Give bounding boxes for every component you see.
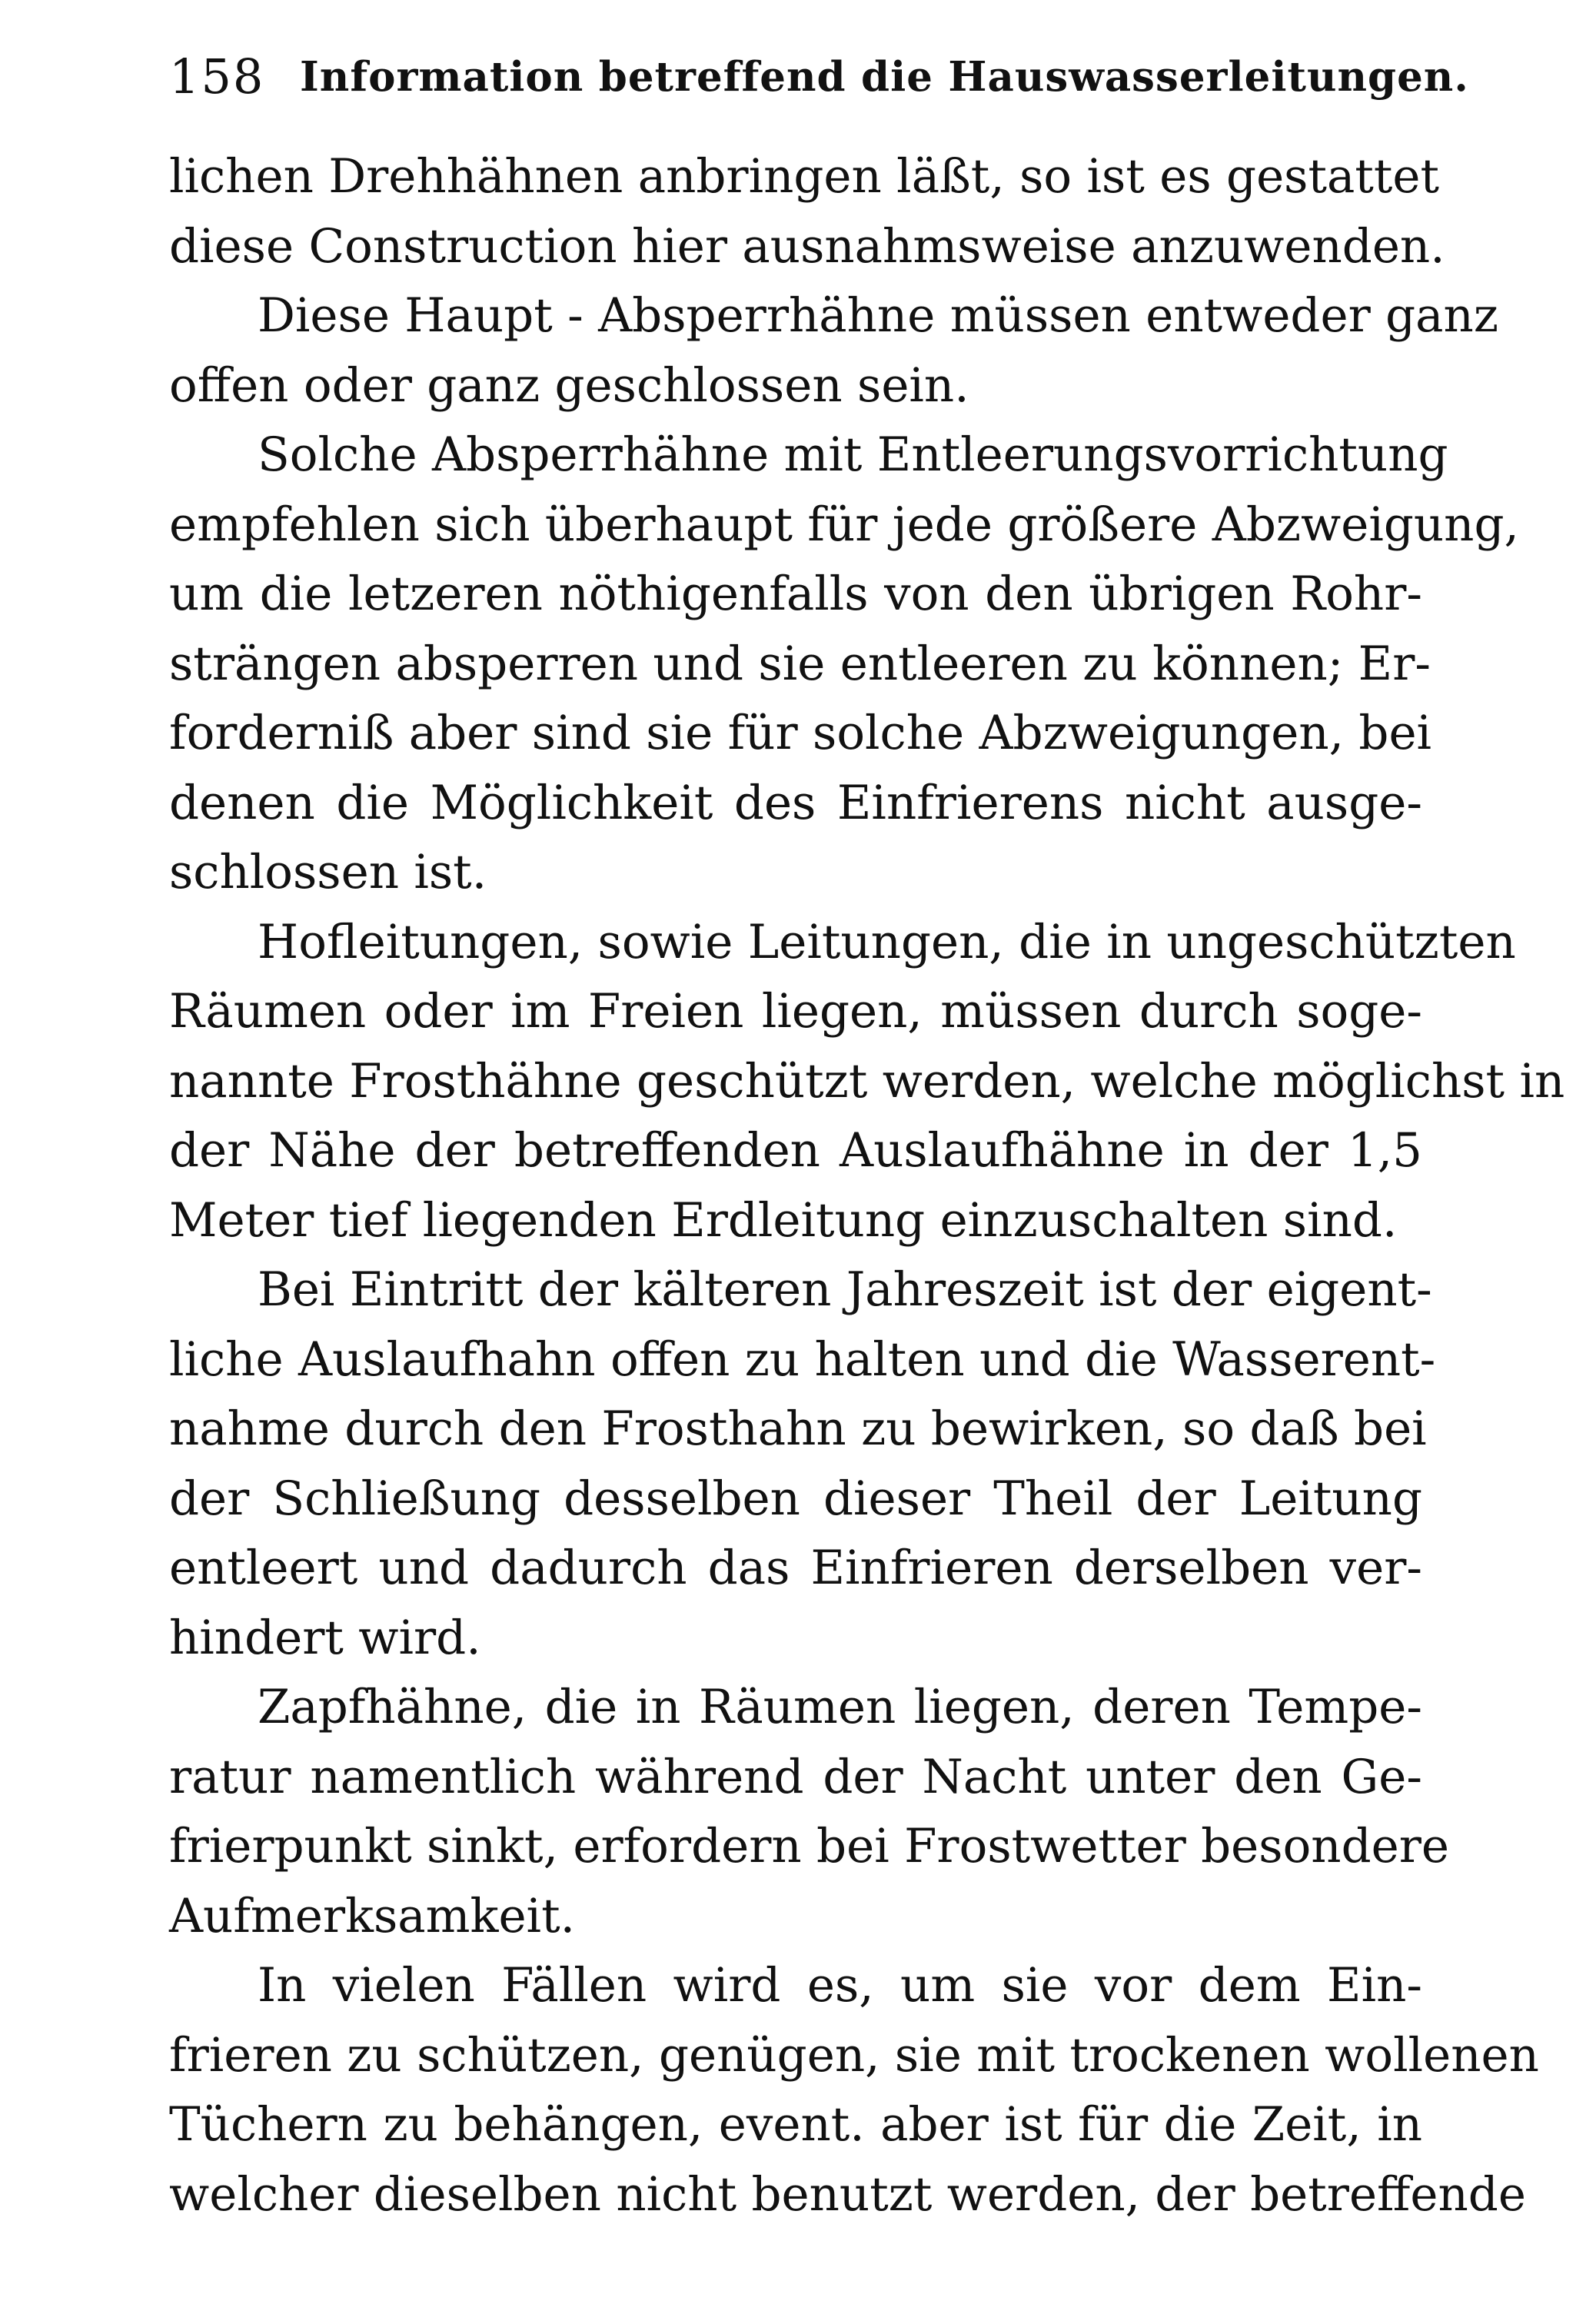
text-line: nahme durch den Frosthahn zu bewirken, so daß bei — [169, 1401, 1427, 1456]
text-line: entleert und dadurch das Einfrieren derselben ver- — [169, 1541, 1422, 1595]
text-line: Meter tief liegenden Erdleitung einzuschalten sind. — [169, 1192, 1398, 1248]
text-line: Diese Haupt - Absperrhähne müssen entweder ganz — [258, 288, 1498, 343]
text-line: welcher dieselben nicht benutzt werden, der betreffende — [169, 2166, 1526, 2222]
text-line: Bei Eintritt der kälteren Jahreszeit ist der eigent- — [258, 1262, 1432, 1317]
text-line: empfehlen sich überhaupt für jede größere Abzweigung, — [169, 497, 1519, 552]
text-line: ratur namentlich während der Nacht unter den Ge- — [169, 1749, 1422, 1804]
text-line: Tüchern zu behängen, event. aber ist für die Zeit, in — [169, 2097, 1422, 2152]
text-line: Solche Absperrhähne mit Entleerungsvorrichtung — [258, 427, 1448, 482]
text-line: um die letzeren nöthigenfalls von den übrigen Rohr- — [169, 567, 1422, 621]
text-line: lichen Drehhähnen anbringen läßt, so ist es gestattet — [169, 149, 1440, 204]
body-text — [169, 142, 1565, 2229]
text-line: schlossen ist. — [169, 845, 487, 899]
text-line: der Nähe der betreffenden Auslaufhähne in der 1,5 — [169, 1123, 1422, 1178]
text-line: liche Auslaufhahn offen zu halten und die Wasserent- — [169, 1332, 1436, 1387]
text-line: offen oder ganz geschlossen sein. — [169, 357, 969, 413]
text-line: frierpunkt sinkt, erfordern bei Frostwetter besondere — [169, 1819, 1449, 1873]
text-line: nannte Frosthähne geschützt werden, welche möglichst in — [169, 1053, 1565, 1109]
text-line: strängen absperren und sie entleeren zu können; Er- — [169, 636, 1431, 691]
page-header — [169, 46, 1469, 108]
text-line: hindert wird. — [169, 1610, 481, 1665]
text-line: diese Construction hier ausnahmsweise anzuwenden. — [169, 218, 1445, 274]
text-line: Aufmerksamkeit. — [169, 1888, 575, 1943]
text-line: Zapfhähne, die in Räumen liegen, deren Tempe- — [258, 1680, 1422, 1734]
text-line: forderniß aber sind sie für solche Abzweigungen, bei — [169, 706, 1432, 760]
text-line: In vielen Fällen wird es, um sie vor dem Ein- — [258, 1958, 1422, 2013]
text-line: Räumen oder im Freien liegen, müssen durch soge- — [169, 984, 1422, 1039]
text-line: frieren zu schützen, genügen, sie mit trockenen wollenen — [169, 2027, 1539, 2083]
text-line: der Schließung desselben dieser Theil der Leitung — [169, 1471, 1422, 1526]
text-line: denen die Möglichkeit des Einfrierens nicht ausge- — [169, 775, 1422, 830]
text-line: Hofleitungen, sowie Leitungen, die in ungeschützten — [258, 914, 1516, 969]
page-number: 158 — [169, 48, 265, 105]
running-title: Information betreffend die Hauswasserleitungen. — [300, 53, 1469, 101]
